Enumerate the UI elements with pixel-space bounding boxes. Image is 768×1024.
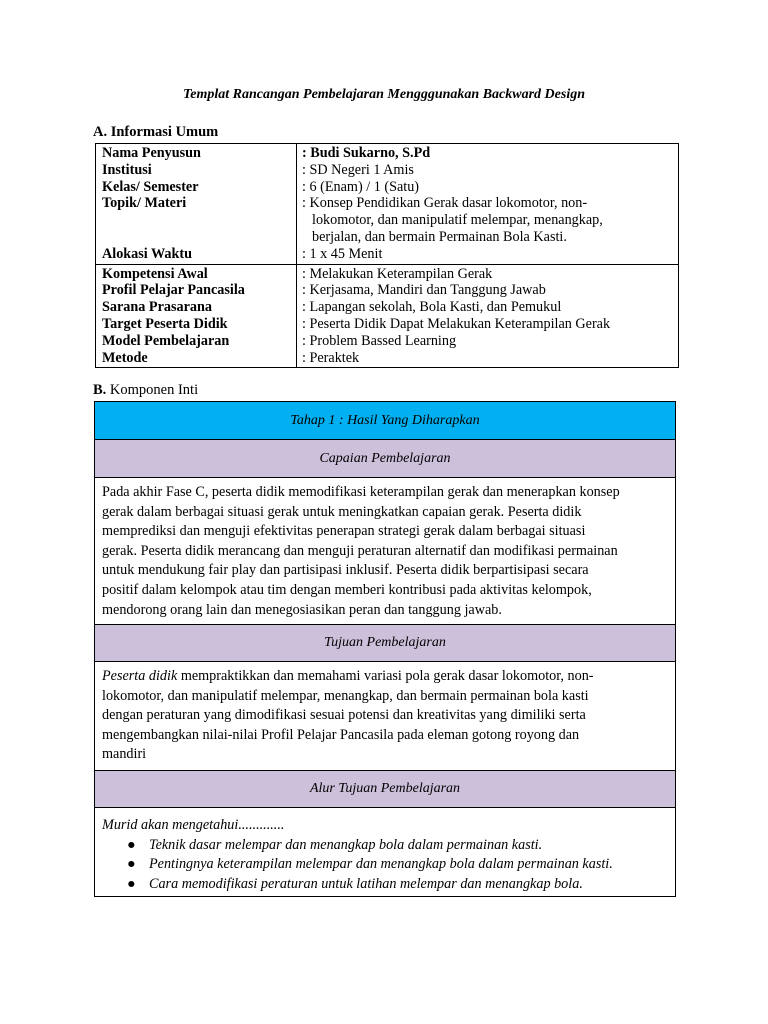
value-alokasi-waktu: : 1 x 45 Menit — [302, 245, 383, 262]
tujuan-body — [95, 662, 675, 771]
tujuan-line-first — [102, 667, 669, 687]
alur-intro: Murid akan mengetahui............. — [102, 817, 285, 833]
value-model-pembelajaran: : Problem Bassed Learning — [302, 332, 457, 349]
capaian-line: memprediksi dan menguji efektivitas penerapan strategi gerak dalam berbagai situasi — [102, 523, 586, 540]
value-target-peserta: : Peserta Didik Dapat Melakukan Keterampilan Gerak — [302, 315, 611, 332]
value-topik-line-3: berjalan, dan bermain Permainan Bola Kasti. — [312, 228, 567, 245]
section-b-heading — [93, 382, 198, 399]
label-model-pembelajaran: Model Pembelajaran — [102, 332, 230, 349]
bullet-icon: ● — [127, 836, 136, 853]
info-labels-bottom — [96, 264, 297, 368]
info-values-top — [297, 144, 679, 265]
tujuan-line: dengan peraturan yang dimodifikasi sesuai potensi dan kreativitas yang dimiliki serta — [102, 707, 586, 724]
label-nama-penyusun: Nama Penyusun — [102, 145, 201, 161]
value-metode: : Peraktek — [302, 349, 360, 366]
value-institusi: : SD Negeri 1 Amis — [302, 161, 414, 178]
alur-bullet-text: Teknik dasar melempar dan menangkap bola dalam permainan kasti. — [149, 836, 543, 853]
value-sarana-prasarana: : Lapangan sekolah, Bola Kasti, dan Pemukul — [302, 299, 562, 316]
info-row-identity — [96, 144, 679, 265]
alur-bullet-list — [102, 836, 669, 895]
tujuan-line: lokomotor, dan manipulatif melempar, menangkap, dan bermain permainan bola kasti — [102, 687, 589, 704]
label-sarana-prasarana: Sarana Prasarana — [102, 299, 212, 316]
tujuan-header-text: Tujuan Pembelajaran — [324, 635, 446, 650]
label-kompetensi-awal: Kompetensi Awal — [102, 265, 208, 282]
value-kompetensi-awal: : Melakukan Keterampilan Gerak — [302, 265, 493, 282]
capaian-header — [95, 440, 675, 478]
alur-body — [95, 808, 675, 896]
bullet-icon: ● — [127, 875, 136, 892]
label-profil-pelajar: Profil Pelajar Pancasila — [102, 282, 245, 299]
tahap-header — [95, 402, 675, 440]
general-info-table — [95, 143, 679, 368]
value-nama-penyusun: : Budi Sukarno, S.Pd — [302, 145, 431, 161]
document-title: Templat Rancangan Pembelajaran Mengggunakan Backward Design — [182, 87, 586, 102]
info-row-profile — [96, 264, 679, 368]
capaian-line: positif dalam kelompok atau tim dengan memberi kontribusi pada aktivitas kelompok, — [102, 581, 592, 598]
label-alokasi-waktu: Alokasi Waktu — [102, 245, 193, 262]
alur-header — [95, 771, 675, 808]
tujuan-line: mengembangkan nilai-nilai Profil Pelajar Pancasila pada eleman gotong royong dan — [102, 726, 580, 743]
capaian-header-text: Capaian Pembelajaran — [319, 450, 451, 466]
capaian-line: gerak dalam berbagai situasi gerak untuk meningkatkan capaian gerak. Peserta didik — [102, 503, 582, 520]
value-profil-pelajar: : Kerjasama, Mandiri dan Tanggung Jawab — [302, 282, 546, 299]
tujuan-line: mandiri — [102, 746, 147, 763]
list-item — [102, 875, 669, 895]
section-b-letter: B. — [93, 382, 107, 398]
bullet-icon: ● — [127, 856, 136, 873]
capaian-line: mendorong orang lain dan menegosiasikan peran dan tanggung jawab. — [102, 601, 502, 618]
info-labels-top — [96, 144, 297, 265]
capaian-body — [95, 478, 675, 625]
label-institusi: Institusi — [102, 161, 152, 178]
label-target-peserta: Target Peserta Didik — [102, 315, 228, 332]
tujuan-subject: Peserta didik — [102, 668, 178, 684]
value-kelas-semester: : 6 (Enam) / 1 (Satu) — [302, 178, 420, 195]
alur-header-text: Alur Tujuan Pembelajaran — [309, 781, 461, 796]
tujuan-header — [95, 625, 675, 662]
alur-bullet-text: Cara memodifikasi peraturan untuk latihan melempar dan menangkap bola. — [149, 875, 583, 892]
list-item — [102, 836, 669, 856]
label-kelas-semester: Kelas/ Semester — [102, 178, 199, 195]
label-metode: Metode — [102, 349, 148, 366]
section-a-heading: A. Informasi Umum — [93, 124, 219, 140]
info-values-bottom — [297, 264, 679, 368]
capaian-line: Pada akhir Fase C, peserta didik memodifikasi keterampilan gerak dan menerapkan konsep — [102, 484, 620, 500]
capaian-line: untuk mendukung fair play dan partisipasi inklusif. Peserta didik berpartisipasi secara — [102, 562, 589, 579]
value-topik-line-2: lokomotor, dan manipulatif melempar, menangkap, — [312, 212, 603, 229]
section-b-label: Komponen Inti — [106, 382, 199, 398]
capaian-line: gerak. Peserta didik merancang dan menguji peraturan alternatif dan modifikasi permainan — [102, 542, 618, 559]
alur-bullet-text: Pentingnya keterampilan melempar dan menangkap bola dalam permainan kasti. — [149, 856, 613, 873]
value-topik-line-1: : Konsep Pendidikan Gerak dasar lokomotor, non- — [302, 195, 588, 212]
label-topik-materi: Topik/ Materi — [102, 195, 187, 212]
tujuan-first-rest: mempraktikkan dan memahami variasi pola gerak dasar lokomotor, non- — [177, 668, 594, 684]
tahap-header-text: Tahap 1 : Hasil Yang Diharapkan — [290, 412, 480, 428]
core-component-table — [94, 401, 676, 897]
list-item — [102, 855, 669, 875]
